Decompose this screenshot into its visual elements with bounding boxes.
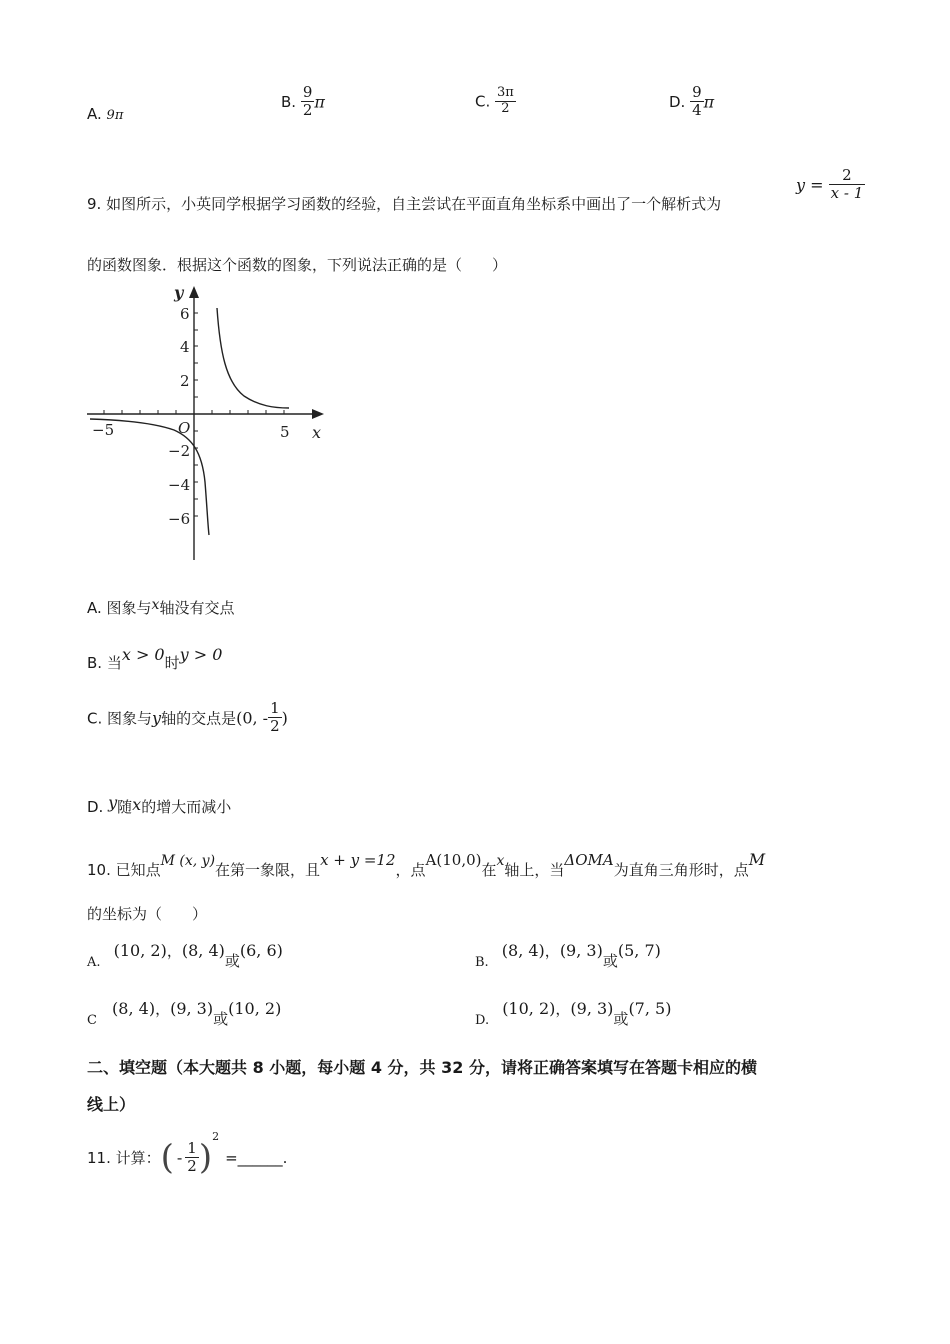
q8-option-c-denominator: 2: [495, 101, 516, 117]
q10-option-a-p1: (10, 2): [113, 941, 167, 960]
section2-heading-line1: 二、填空题（本大题共 8 小题，每小题 4 分，共 32 分，请将正确答案填写在答题卡相应的横: [87, 1058, 757, 1077]
q8-option-a: [87, 105, 123, 123]
q10-triangle: ΔOMA: [564, 851, 614, 869]
graph-x-arrow: [312, 409, 324, 419]
graph-y-tick-neg2: −2: [168, 442, 191, 460]
q10-option-c: [87, 998, 281, 1029]
q10-x-var: x: [496, 853, 505, 869]
q8-option-c-label: C.: [475, 92, 491, 111]
graph-x-label: x: [312, 423, 322, 442]
graph-y-tick-2: 2: [180, 372, 190, 390]
q9-option-c-point-open: (0, -: [236, 708, 269, 728]
graph-y-label: y: [174, 283, 184, 302]
graph-y-tick-neg4: −4: [168, 476, 191, 494]
q8-option-b-fraction: [301, 84, 315, 120]
q8-option-d-fraction: [690, 84, 704, 120]
q9-option-a: [87, 597, 234, 618]
q8-option-d-denominator: 4: [692, 101, 702, 120]
q10-option-d: [475, 998, 671, 1029]
q9-function-graph: [84, 282, 334, 567]
q9-option-d-mid: 随: [117, 798, 133, 816]
q11-fraction: [185, 1140, 199, 1176]
q9-option-c-numerator: 1: [270, 699, 280, 717]
q9-option-c-var: y: [152, 708, 162, 728]
q10-stem-f: 为直角三角形时，点: [613, 861, 749, 879]
q8-option-a-value: 9π: [106, 108, 124, 123]
q10-option-d-label: D.: [475, 1013, 490, 1028]
q9-option-d-var2: x: [132, 795, 142, 814]
q9-option-c-point-close: ): [281, 708, 288, 728]
q10-option-a-p2: (8, 4): [181, 941, 225, 960]
q10-stem-e: 轴上，当: [504, 861, 565, 879]
graph-y-tick-4: 4: [180, 338, 190, 356]
q11-suffix: =______.: [225, 1148, 288, 1167]
q11-right-paren: ): [198, 1137, 213, 1178]
q10-option-b-p3: (5, 7): [617, 941, 661, 960]
q11-denominator: 2: [187, 1157, 197, 1175]
q9-option-b-pre: B. 当: [87, 654, 122, 672]
q9-option-d-pre: D.: [87, 798, 104, 816]
q10-option-a-sep: ，: [166, 942, 182, 960]
q8-option-b: [281, 84, 325, 120]
q9-formula: [796, 167, 865, 203]
q9-formula-denominator: x - 1: [830, 184, 864, 203]
graph-x-tick-neg5: −5: [92, 421, 115, 439]
graph-y-tick-neg6: −6: [168, 510, 191, 528]
q10-option-b-sep: ，: [544, 942, 560, 960]
q8-option-b-numerator: 9: [302, 83, 313, 101]
q11-exponent: 2: [212, 1130, 220, 1143]
q10-option-b-or: 或: [602, 952, 618, 970]
q10-stem-line1: [87, 850, 765, 880]
q10-option-d-or: 或: [613, 1010, 629, 1028]
q9-option-b-cond1: x > 0: [121, 645, 165, 664]
q10-option-c-sep: ，: [155, 1000, 171, 1018]
q11-left-paren: (: [160, 1137, 174, 1178]
q10-option-a-or: 或: [224, 952, 240, 970]
q9-formula-numerator: 2: [842, 166, 852, 184]
q8-option-d-label: D.: [669, 92, 686, 111]
q9-stem-text: 9. 如图所示，小英同学根据学习函数的经验，自主尝试在平面直角坐标系中画出了一个解析式为: [87, 195, 722, 213]
graph-y-tick-6: 6: [180, 305, 190, 323]
q10-option-b-p1: (8, 4): [501, 941, 545, 960]
q9-option-a-var: x: [151, 597, 160, 613]
q10-a-point: A(10,0): [425, 851, 482, 869]
q9-option-c-mid: 轴的交点是: [161, 709, 237, 728]
q10-option-d-p3: (7, 5): [628, 999, 672, 1018]
q10-option-d-sep: ，: [555, 1000, 571, 1018]
q10-m-letter: M: [748, 850, 766, 869]
q9-formula-fraction: [829, 167, 866, 203]
q10-stem-c: ，点: [395, 861, 426, 879]
q10-option-b-label: B.: [475, 955, 489, 970]
q8-option-b-denominator: 2: [302, 101, 313, 120]
q10-stem-d: 在: [481, 861, 497, 879]
q10-option-d-p2: (9, 3): [570, 999, 614, 1018]
q9-stem-line2: 的函数图象．根据这个函数的图象，下列说法正确的是（ ）: [87, 256, 508, 274]
q10-stem-a: 10. 已知点: [87, 861, 161, 879]
q8-option-b-pi: π: [314, 92, 325, 112]
q9-option-c: [87, 700, 288, 736]
q9-option-a-pre: A. 图象与: [87, 599, 152, 617]
q9-option-c-denominator: 2: [270, 717, 280, 736]
q11-prefix: 11. 计算：: [87, 1149, 161, 1167]
q10-option-d-p1: (10, 2): [502, 999, 556, 1018]
graph-y-arrow: [189, 286, 199, 298]
q9-option-a-post: 轴没有交点: [159, 599, 235, 617]
q9-option-b-cond2: y > 0: [179, 645, 223, 664]
q9-option-d-post: 的增大而减小: [141, 798, 232, 816]
q10-equation: x + y =12: [320, 851, 396, 869]
q10-option-c-label: C: [87, 1013, 97, 1028]
q10-stem-line2: 的坐标为（ ）: [87, 905, 208, 923]
q10-option-c-p2: (9, 3): [170, 999, 214, 1018]
q9-formula-lhs: y =: [796, 175, 824, 195]
q11-numerator: 1: [187, 1138, 197, 1157]
q8-option-c-fraction: [495, 86, 516, 117]
q8-option-a-label: A.: [87, 105, 102, 123]
q10-stem-b: 在第一象限，且: [215, 861, 321, 879]
q11-minus: -: [176, 1148, 183, 1167]
q10-option-b-p2: (9, 3): [559, 941, 603, 960]
graph-right-branch: [217, 308, 289, 408]
q10-option-a-label: A.: [87, 955, 101, 970]
q8-option-d-pi: π: [703, 92, 715, 112]
q10-option-c-p1: (8, 4): [112, 999, 156, 1018]
q9-option-b-mid: 时: [164, 654, 180, 672]
q9-option-b: [87, 645, 222, 673]
section2-heading-line2: 线上）: [87, 1095, 136, 1114]
q8-option-c-numerator: 3π: [497, 85, 514, 100]
q11: [87, 1130, 287, 1178]
q9-option-c-fraction: [268, 700, 282, 736]
q10-option-a-p3: (6, 6): [239, 941, 283, 960]
q10-option-b: [475, 940, 661, 971]
q9-option-d-var1: y: [108, 793, 118, 812]
q8-option-d-numerator: 9: [692, 83, 702, 101]
q10-option-c-p3: (10, 2): [228, 999, 282, 1018]
q8-option-d: [669, 84, 714, 120]
graph-x-tick-5: 5: [280, 423, 290, 441]
q9-option-c-pre: C. 图象与: [87, 709, 153, 728]
q10-option-c-or: 或: [213, 1010, 229, 1028]
graph-origin-label: O: [178, 419, 191, 437]
q8-option-b-label: B.: [281, 92, 297, 111]
q9-stem-line1: [87, 193, 721, 214]
q8-option-c: [475, 86, 516, 117]
q9-option-d: [87, 793, 231, 817]
q10-option-a: [87, 940, 283, 971]
q10-m-point: M (x, y): [160, 853, 216, 869]
